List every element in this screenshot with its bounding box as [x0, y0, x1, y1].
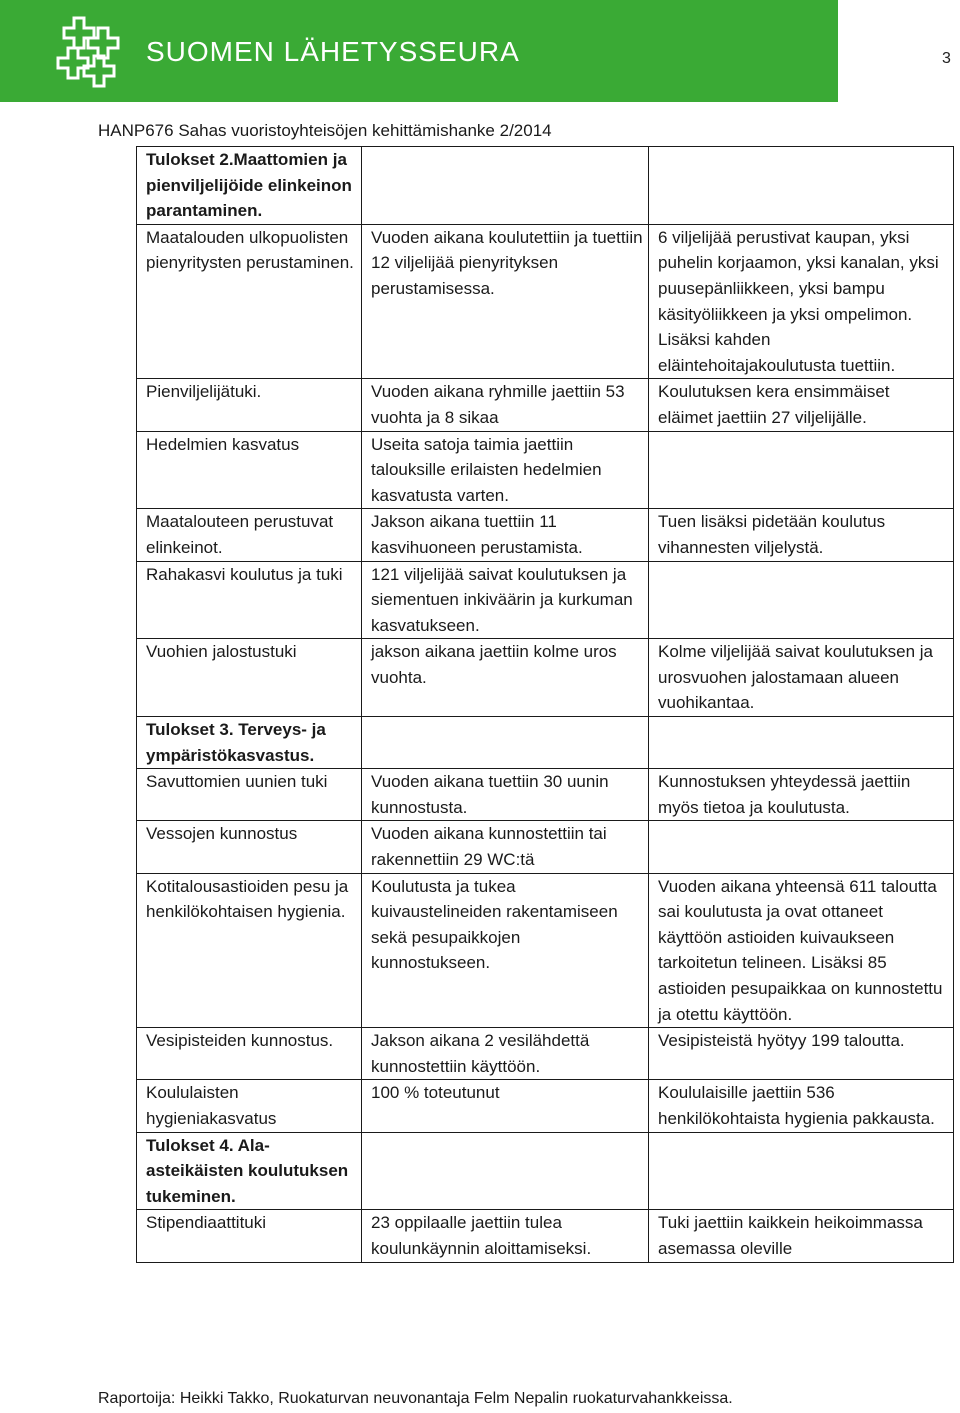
section-row [137, 147, 954, 225]
table-row [137, 379, 954, 431]
table-row [137, 821, 954, 873]
activity-cell: Vesipisteiden kunnostus. [137, 1028, 362, 1080]
result-cell [649, 147, 954, 225]
cross-logo-icon [52, 14, 128, 90]
result-cell: Vuoden aikana yhteensä 611 taloutta sai koulutusta ja ovat ottaneet käyttöön astioiden kuivaukseen tarkoitetun telineen. Lisäksi 85 astioiden pesupaikkaa on kunnostettu ja otettu käyttöön. [649, 873, 954, 1028]
activity-cell: Rahakasvi koulutus ja tuki [137, 561, 362, 639]
project-title: HANP676 Sahas vuoristoyhteisöjen kehittämishanke 2/2014 [98, 121, 552, 140]
section-row [137, 717, 954, 769]
table-row [137, 1080, 954, 1132]
implementation-cell [362, 717, 649, 769]
activity-cell: Pienviljelijätuki. [137, 379, 362, 431]
result-cell: Tuki jaettiin kaikkein heikoimmassa asemassa oleville [649, 1210, 954, 1262]
implementation-cell: Vuoden aikana ryhmille jaettiin 53 vuohta ja 8 sikaa [362, 379, 649, 431]
results-table-body [137, 147, 954, 1263]
activity-cell: Maatalouden ulkopuolisten pienyritysten perustaminen. [137, 224, 362, 379]
result-cell [649, 1132, 954, 1210]
activity-cell: Maatalouteen perustuvat elinkeinot. [137, 509, 362, 561]
header-bar [0, 0, 838, 102]
implementation-cell [362, 1132, 649, 1210]
organization-name: SUOMEN LÄHETYSSEURA [146, 36, 520, 67]
implementation-cell: 100 % toteutunut [362, 1080, 649, 1132]
activity-cell: Vessojen kunnostus [137, 821, 362, 873]
result-cell [649, 717, 954, 769]
implementation-cell: Vuoden aikana koulutettiin ja tuettiin 12 viljelijää pienyrityksen perustamisessa. [362, 224, 649, 379]
page-number: 3 [942, 50, 951, 67]
result-cell: Vesipisteistä hyötyy 199 taloutta. [649, 1028, 954, 1080]
implementation-cell: jakson aikana jaettiin kolme uros vuohta. [362, 639, 649, 717]
table-row [137, 639, 954, 717]
results-table [136, 146, 954, 1263]
result-cell [649, 431, 954, 509]
result-cell: Koulutuksen kera ensimmäiset eläimet jaettiin 27 viljelijälle. [649, 379, 954, 431]
table-row [137, 431, 954, 509]
section-heading: Tulokset 2.Maattomien ja pienviljelijöide elinkeinon parantaminen. [137, 147, 362, 225]
table-row [137, 769, 954, 821]
result-cell [649, 821, 954, 873]
section-row [137, 1132, 954, 1210]
reporter-footer: Raportoija: Heikki Takko, Ruokaturvan neuvonantaja Felm Nepalin ruokaturvahankkeissa. [98, 1390, 733, 1407]
result-cell [649, 561, 954, 639]
implementation-cell: Vuoden aikana tuettiin 30 uunin kunnostusta. [362, 769, 649, 821]
activity-cell: Savuttomien uunien tuki [137, 769, 362, 821]
section-heading: Tulokset 3. Terveys- ja ympäristökasvastus. [137, 717, 362, 769]
result-cell: Kunnostuksen yhteydessä jaettiin myös tietoa ja koulutusta. [649, 769, 954, 821]
activity-cell: Hedelmien kasvatus [137, 431, 362, 509]
table-row [137, 224, 954, 379]
activity-cell: Stipendiaattituki [137, 1210, 362, 1262]
table-row [137, 1028, 954, 1080]
table-row [137, 873, 954, 1028]
section-heading: Tulokset 4. Ala-asteikäisten koulutuksen tukeminen. [137, 1132, 362, 1210]
activity-cell: Kotitalousastioiden pesu ja henkilökohtaisen hygienia. [137, 873, 362, 1028]
implementation-cell: 23 oppilaalle jaettiin tulea koulunkäynnin aloittamiseksi. [362, 1210, 649, 1262]
table-row [137, 509, 954, 561]
activity-cell: Vuohien jalostustuki [137, 639, 362, 717]
implementation-cell: Vuoden aikana kunnostettiin tai rakennettiin 29 WC:tä [362, 821, 649, 873]
result-cell: 6 viljelijää perustivat kaupan, yksi puhelin korjaamon, yksi kanalan, yksi puusepänliikkeen, yksi bampu käsityöliikkeen ja yksi ompelimon. Lisäksi kahden eläintehoitajakoulutusta tuettiin. [649, 224, 954, 379]
implementation-cell: Useita satoja taimia jaettiin talouksille erilaisten hedelmien kasvatusta varten. [362, 431, 649, 509]
result-cell: Tuen lisäksi pidetään koulutus vihannesten viljelystä. [649, 509, 954, 561]
activity-cell: Koululaisten hygieniakasvatus [137, 1080, 362, 1132]
implementation-cell: Koulutusta ja tukea kuivaustelineiden rakentamiseen sekä pesupaikkojen kunnostukseen. [362, 873, 649, 1028]
implementation-cell: Jakson aikana 2 vesilähdettä kunnostettiin käyttöön. [362, 1028, 649, 1080]
implementation-cell [362, 147, 649, 225]
table-row [137, 561, 954, 639]
implementation-cell: 121 viljelijää saivat koulutuksen ja siementuen inkiväärin ja kurkuman kasvatukseen. [362, 561, 649, 639]
table-row [137, 1210, 954, 1262]
result-cell: Kolme viljelijää saivat koulutuksen ja urosvuohen jalostamaan alueen vuohikantaa. [649, 639, 954, 717]
result-cell: Koululaisille jaettiin 536 henkilökohtaista hygienia pakkausta. [649, 1080, 954, 1132]
implementation-cell: Jakson aikana tuettiin 11 kasvihuoneen perustamista. [362, 509, 649, 561]
